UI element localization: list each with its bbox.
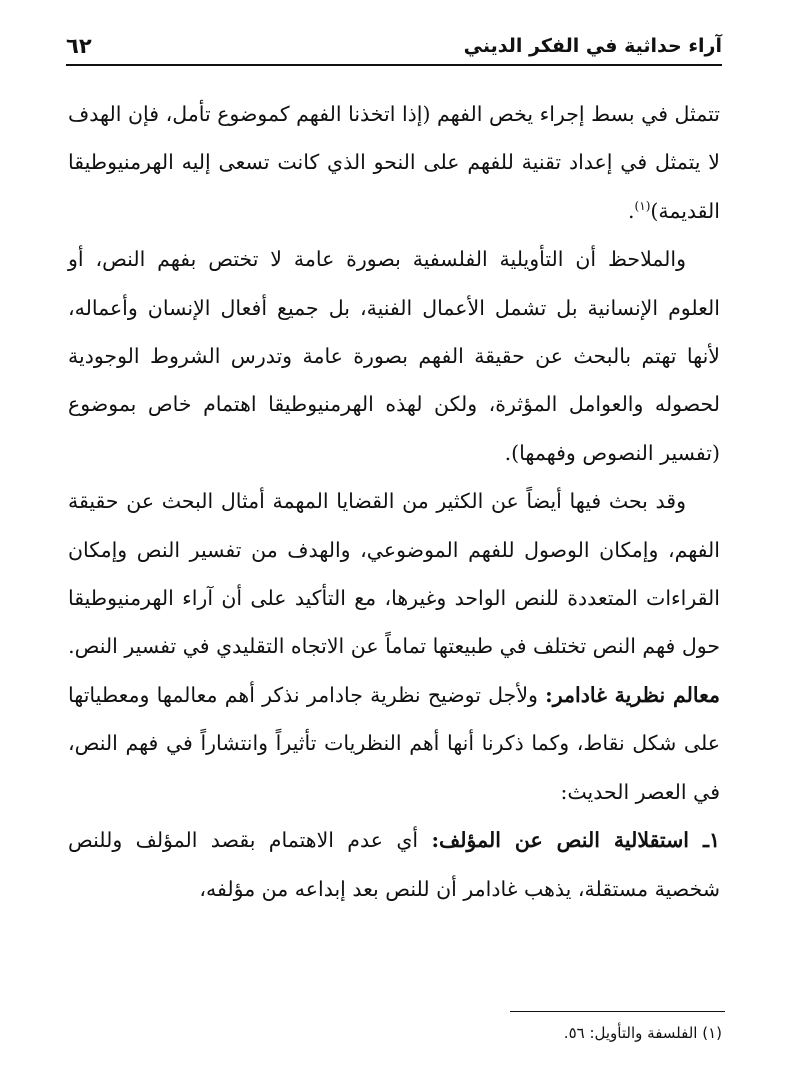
paragraph-4: [68, 671, 720, 816]
paragraph-4-text: ولأجل توضيح نظرية جادامر نذكر أهم معالمها ومعطياتها على شكل نقاط، وكما ذكرنا أنها أهم النظريات تأثيراً وانتشاراً في فهم النص، في العصر الحديث:: [68, 682, 720, 804]
page-number: ٦٢: [66, 34, 92, 58]
paragraph-1-text: تتمثل في بسط إجراء يخص الفهم (إذا اتخذنا الفهم كموضوع تأمل، فإن الهدف لا يتمثل في إعداد تقنية للفهم على النحو الذي كانت تسعى إليه الهرمنيوطيقا القديمة): [68, 102, 720, 223]
section-heading-gadamer: معالم نظرية غادامر:: [545, 682, 720, 707]
paragraph-1: [68, 90, 720, 235]
running-header: [66, 28, 722, 66]
paragraph-5-text: أي عدم الاهتمام بقصد المؤلف وللنص شخصية مستقلة، يذهب غادامر أن للنص بعد إبداعه من مؤلفه،: [68, 828, 720, 901]
paragraph-3: وقد بحث فيها أيضاً عن الكثير من القضايا المهمة أمثال البحث عن حقيقة الفهم، وإمكان الوصول للفهم الموضوعي، والهدف من تفسير النص وإمكان القراءات المتعددة للنص الواحد وغيرها، مع التأكيد على أن آراء الهرمنيوطيقا حول فهم النص تختلف في طبيعتها تماماً عن الاتجاه التقليدي في تفسير النص.: [68, 489, 720, 659]
body-text: [68, 90, 720, 913]
paragraph-5: [68, 816, 720, 913]
footnote: (١) الفلسفة والتأويل: ٥٦.: [563, 1024, 722, 1042]
paragraph-2: والملاحظ أن التأويلية الفلسفية بصورة عامة لا تختص بفهم النص، أو العلوم الإنسانية بل تشمل الأعمال الفنية، بل جميع أفعال الإنسان وأعماله، لأنها تهتم بالبحث عن حقيقة الفهم بصورة عامة وتدرس الشروط الوجودية لحصوله والعوامل المؤثرة، ولكن لهذه الهرمنيوطيقا اهتمام خاص بموضوع (تفسير النصوص وفهمها).: [68, 247, 720, 465]
footnote-divider: [510, 1011, 725, 1012]
running-title: آراء حداثية في الفكر الديني: [463, 35, 722, 57]
paragraph-1-end: .: [628, 198, 635, 223]
footnote-ref: (١): [634, 198, 651, 213]
point-1-heading: ١ـ استقلالية النص عن المؤلف:: [431, 828, 720, 853]
